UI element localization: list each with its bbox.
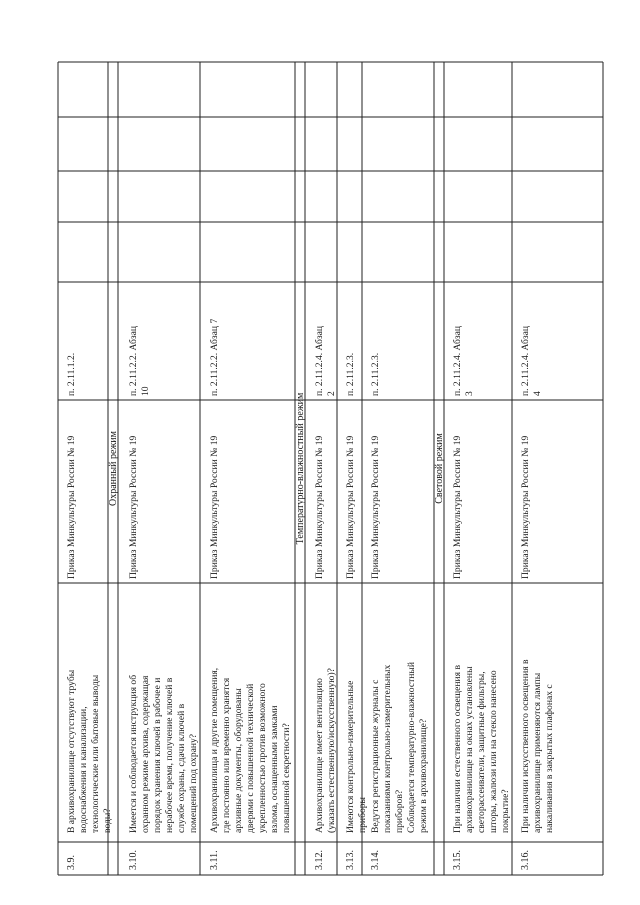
row-number: 3.12. [314,850,325,870]
row-number: 3.9. [66,855,77,870]
question-text-line: Архивохранилище имеет вентиляцию [314,678,325,833]
section-header-lighting: Световой режим [434,433,445,504]
clause-reference-line: п. 2.11.1.2. [66,352,77,396]
clause-reference-line: п. 2.11.2.4. Абзац [520,325,531,396]
question-text-line: Имеются контрольно-измерительные [345,680,356,833]
document-reference: Приказ Минкультуры России № 19 [345,435,356,579]
question-text-line: службе охраны, сдачи ключей в [176,703,187,833]
clause-reference-line: п. 2.11.2.3. [345,352,356,396]
question-text-line: режим в архивохранилище? [418,718,429,833]
question-text-line: дверями с повышенной технической [245,683,256,833]
clause-reference-line: п. 2.11.2.3. [370,352,381,396]
document-reference: Приказ Минкультуры России № 19 [128,435,139,579]
question-text-line: Имеется и соблюдается инструкция об [128,674,139,833]
row-number: 3.14. [370,850,381,870]
question-text-line: укрепленностью против возможного [257,683,268,833]
question-text-line: Ведутся регистрационные журналы с [370,679,381,833]
question-text-line: В архивохранилище отсутствуют трубы [66,669,77,833]
row-number: 3.15. [452,850,463,870]
question-text-line: шторы, жалюзи или на стекло нанесено [488,670,499,833]
question-text-line: архивохранилище на окнах установлены [464,666,475,833]
question-text-line: накаливания в закрытых плафонах с [544,684,555,833]
row-number: 3.13. [345,850,356,870]
clause-reference-line: п. 2.11.2.2. Абзац [128,325,139,396]
clause-reference-line: 2 [326,391,337,396]
clause-reference-line: 10 [140,386,151,396]
document-reference: Приказ Минкультуры России № 19 [520,435,531,579]
question-text-line: При наличии естественного освещения в [452,664,463,833]
question-text-line: архивные документы, оборудованы [233,688,244,833]
question-text-line: технологические или бытовые выводы [90,674,101,833]
question-text-line: приборов? [394,789,405,833]
section-header-climate: Температурно-влажностный режим [295,392,306,545]
row-number: 3.16. [520,850,531,870]
clause-reference-line: п. 2.11.2.4. Абзац [452,325,463,396]
document-reference: Приказ Минкультуры России № 19 [314,435,325,579]
document-reference: Приказ Минкультуры России № 19 [66,435,77,579]
question-text-line: повышенной секретности? [281,723,292,833]
question-text-line: порядок хранения ключей в рабочее и [152,677,163,833]
question-text-line: приборы [357,797,368,833]
clause-reference-line: 3 [464,391,475,396]
document-reference: Приказ Минкультуры России № 19 [452,435,463,579]
question-text-line: помещений под охрану? [188,733,199,833]
question-text-line: Архивохранилища и другие помещения, [209,667,220,833]
document-reference: Приказ Минкультуры России № 19 [209,435,220,579]
question-text-line: взлома, оснащенными замками [269,705,280,833]
row-number: 3.11. [209,850,220,870]
section-header-security: Охранный режим [108,431,119,506]
question-text-line: охранном режиме архива, содержащая [140,675,151,833]
clause-reference-line: п. 2.11.2.4. Абзац [314,325,325,396]
clause-reference-line: 4 [532,391,543,396]
clause-reference-line: п. 2.11.2.2. Абзац 7 [209,318,220,396]
question-text-line: архивохранилище применяются лампы [532,672,543,833]
question-text-line: (указать естественную/искусственную)? [326,668,337,833]
question-text-line: светорассеиватели, защитные фильтры, [476,671,487,833]
question-text-line: нерабочее время, получение ключей в [164,677,175,833]
question-text-line: При наличии искусственного освещения в [520,659,531,833]
question-text-line: показаниями контрольно-измерительных [382,664,393,833]
document-reference: Приказ Минкультуры России № 19 [370,435,381,579]
question-text-line: воды? [102,808,113,833]
question-text-line: покрытие? [500,789,511,833]
question-text-line: водоснабжения и канализации, [78,706,89,833]
question-text-line: Соблюдается температурно-влажностный [406,661,417,833]
question-text-line: где постоянно или временно хранятся [221,677,232,833]
row-number: 3.10. [128,850,139,870]
